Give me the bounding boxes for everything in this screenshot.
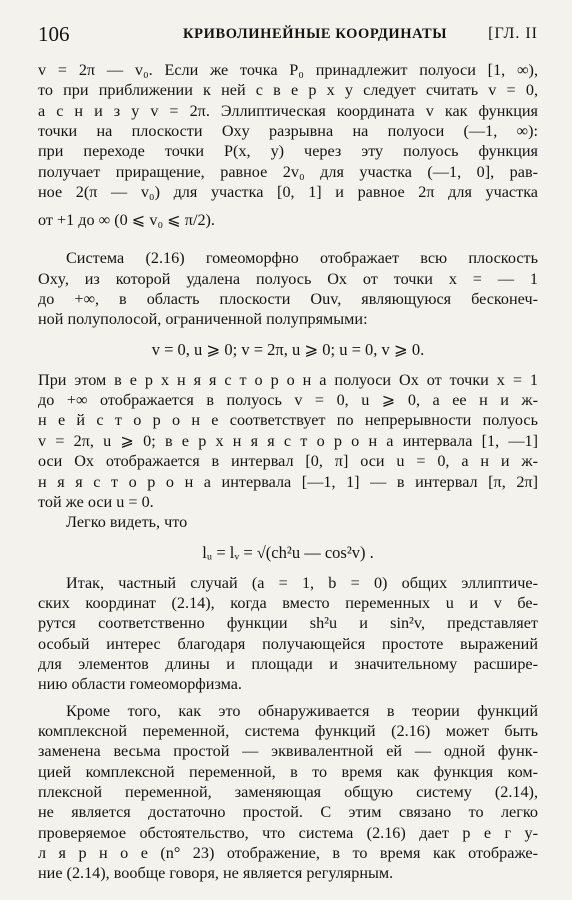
text-line: от +1 до ∞ (0 ⩽ v₀ ⩽ π/2). — [38, 211, 215, 230]
paragraph-2 — [38, 248, 538, 329]
page-number: 106 — [38, 22, 70, 46]
text-line: Кроме того, как это обнаруживается в теории функций — [66, 701, 538, 720]
text-line: Легко видеть, что — [66, 513, 188, 532]
text-line: рутся соответственно функции sh²u и sin²v, представляет — [38, 614, 538, 633]
text-line: ских координат (2.14), когда вместо переменных u и v бе- — [38, 593, 538, 612]
running-title: КРИВОЛИНЕЙНЫЕ КООРДИНАТЫ — [183, 26, 448, 42]
text-line: заменена весьма простой — эквивалентной ей — одной функ- — [38, 742, 538, 761]
formula-half-lines: v = 0, u ⩾ 0; v = 2π, u ⩾ 0; u = 0, v ⩾ 0. — [151, 339, 425, 359]
text-line: получает приращение, равное 2v₀ для участка (—1, 0], рав- — [38, 162, 538, 181]
text-line: ние (2.14), вообще говоря, не является регулярным. — [38, 864, 394, 883]
text-line: ное 2(π — v₀) для участка [0, 1] и равное 2π для участка — [38, 183, 538, 202]
text-line: то при приближении к ней с в е р х у следует считать v = 0, — [38, 81, 538, 100]
text-line: до +∞, в область плоскости Ouv, являющуюся бесконеч- — [38, 290, 538, 309]
text-line: v = 2π, u ⩾ 0; в е р х н я я с т о р о н а интервала [1, —1] — [38, 431, 538, 450]
page-header — [38, 0, 538, 60]
text-line: особый интерес благодаря получающейся простоте выражений — [38, 634, 538, 653]
text-line: до +∞ отображается в полуось v = 0, u ⩾ 0, а ее н и ж- — [38, 391, 538, 410]
paragraph-6 — [38, 701, 538, 884]
text-line: Oxy, из которой удалена полуось Ox от точки x = — 1 — [38, 269, 538, 288]
text-line: При этом в е р х н я я с т о р о н а полуоси Ox от точки x = 1 — [38, 370, 538, 389]
formula-lame-coefficients: lᵤ = lᵥ = √(ch²u — cos²v) . — [202, 542, 374, 562]
text-line: v = 2π — v₀. Если же точка P₀ принадлежит полуоси [1, ∞), — [38, 61, 538, 79]
paragraph-4 — [38, 512, 538, 532]
text-line: не является достаточно простой. С этим связано то легко — [38, 803, 538, 822]
text-line: Итак, частный случай (a = 1, b = 0) общих эллиптиче- — [66, 573, 538, 592]
text-line: ной полуполосой, ограниченной полупрямыми: — [38, 310, 368, 329]
paragraph-3 — [38, 370, 538, 512]
text-line: н я я с т о р о н а интервала [—1, 1] — в интервал [π, 2π] — [38, 472, 538, 491]
text-line: оси Ox отображается в интервал [0, π] оси u = 0, а н и ж- — [38, 452, 538, 471]
text-line: л я р н о е (n° 23) отображение, в то время как отображе- — [38, 844, 538, 862]
text-line: той же оси u = 0. — [38, 492, 154, 511]
text-line: при переходе точки P(x, y) через эту полуось функция — [38, 142, 538, 161]
text-line: плексной переменной, заменяющая общую систему (2.14), — [38, 782, 538, 801]
text-line: для элементов длины и площади и значительному расшире- — [38, 654, 538, 673]
paragraph-1 — [38, 60, 538, 238]
text-line: Система (2.16) гомеоморфно отображает всю плоскость — [66, 249, 538, 268]
text-line: а с н и з у v = 2π. Эллиптическая координата v как функция — [38, 101, 538, 120]
paragraph-5 — [38, 573, 538, 695]
text-line: проверяемое обстоятельство, что система (2.16) дает р е г у- — [38, 823, 538, 842]
text-line: н е й с т о р о н е соответствует по непрерывности полуось — [38, 411, 538, 430]
text-line: цией комплексной переменной, в то время как функция ком- — [38, 762, 538, 781]
chapter-marker: [ГЛ. II — [488, 25, 538, 42]
text-line: нию области гомеоморфизма. — [38, 675, 242, 694]
text-line: комплексной переменной, система функций (2.16) может быть — [38, 721, 538, 740]
text-line: точки на плоскости Oxy разрывна на полуоси (—1, ∞): — [38, 122, 538, 141]
